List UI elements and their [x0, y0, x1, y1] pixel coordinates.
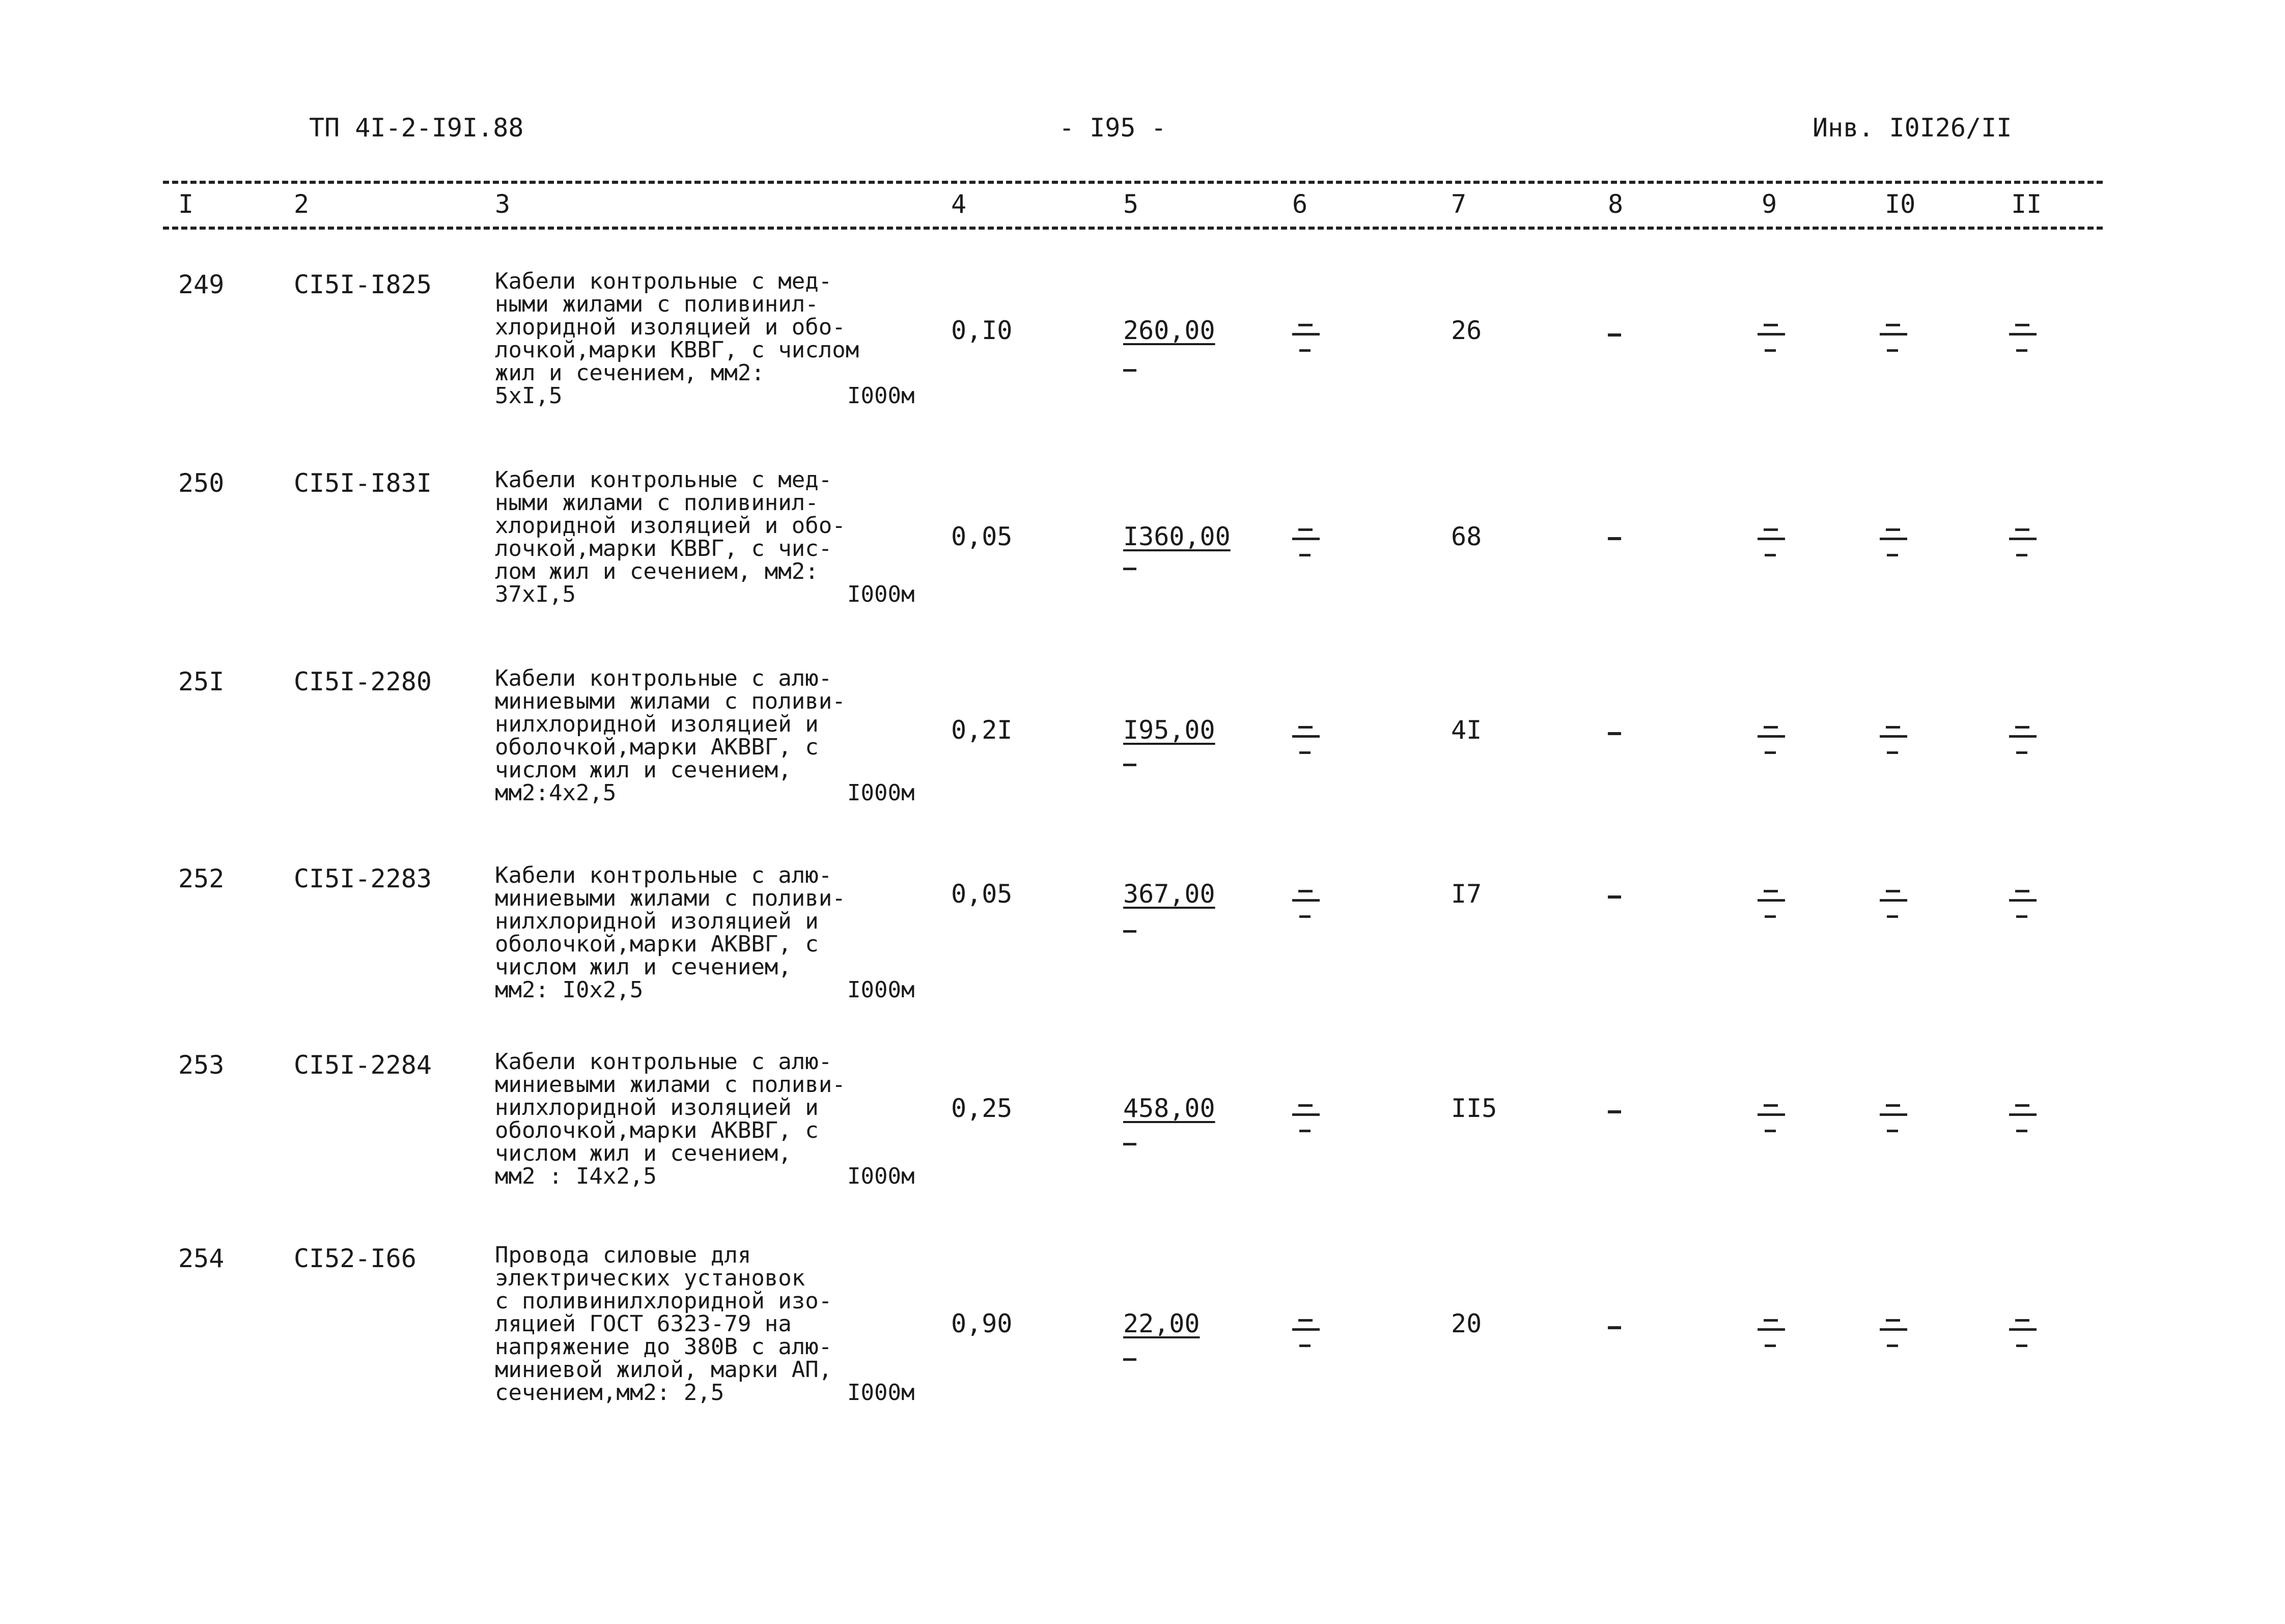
dash-mark	[1608, 1110, 1621, 1113]
col-header-1: I	[178, 189, 194, 219]
ditto-mark	[1291, 723, 1322, 759]
description-line: ляцией ГОСТ 6323-79 на	[495, 1311, 792, 1337]
description-line: напряжение до 380В с алю-	[495, 1334, 832, 1360]
description-line	[495, 384, 933, 407]
table-rule-bottom	[163, 227, 2103, 230]
description-last-text: мм2: I0х2,5	[495, 977, 644, 1003]
quantity: 0,90	[951, 1309, 1013, 1338]
total-value: 20	[1451, 1309, 1482, 1338]
description-line: ными жилами с поливинил-	[495, 490, 819, 516]
ditto-mark	[1291, 1101, 1322, 1137]
description-line: нилхлоридной изоляцией и	[495, 1095, 819, 1121]
description-line: оболочкой,марки АКВВГ, с	[495, 734, 819, 760]
item-code: CI5I-2284	[294, 1050, 432, 1080]
quantity: 0,25	[951, 1094, 1013, 1123]
dash-mark	[1608, 537, 1621, 540]
total-value: II5	[1451, 1094, 1497, 1123]
dash-mark	[1608, 895, 1621, 899]
description-last-text: мм2:4х2,5	[495, 780, 617, 806]
item-description	[495, 1050, 933, 1188]
col-header-10: I0	[1885, 189, 1916, 219]
row-number: 250	[178, 468, 225, 498]
col-header-8: 8	[1608, 189, 1624, 219]
unit-of-measure: I000м	[847, 1163, 915, 1189]
unit-of-measure: I000м	[847, 977, 915, 1003]
description-line	[495, 1165, 933, 1188]
description-line: миниевыми жилами с поливи-	[495, 885, 846, 911]
page-number: - I95 -	[1059, 113, 1166, 143]
quantity: 0,05	[951, 879, 1013, 909]
row-number: 253	[178, 1050, 225, 1080]
unit-of-measure: I000м	[847, 1380, 915, 1406]
description-line: Кабели контрольные с алю-	[495, 862, 832, 888]
description-line: числом жил и сечением,	[495, 1140, 792, 1166]
item-code: CI5I-2280	[294, 667, 432, 696]
row-number: 254	[178, 1244, 225, 1273]
ditto-mark	[1879, 1101, 1909, 1137]
quantity: 0,05	[951, 522, 1013, 551]
ditto-mark	[1879, 525, 1909, 561]
description-line: Кабели контрольные с алю-	[495, 665, 832, 691]
doc-code: ТП 4I-2-I9I.88	[309, 113, 524, 143]
ditto-mark	[2008, 321, 2039, 356]
description-line: Провода силовые для	[495, 1242, 751, 1268]
description-line: числом жил и сечением,	[495, 757, 792, 783]
description-line: Кабели контрольные с мед-	[495, 467, 832, 493]
item-code: CI5I-I825	[294, 270, 432, 299]
description-line: жил и сечением, мм2:	[495, 360, 765, 386]
description-last-text: сечением,мм2: 2,5	[495, 1380, 724, 1406]
col-header-2: 2	[294, 189, 310, 219]
col-header-3: 3	[495, 189, 511, 219]
ditto-mark	[1291, 525, 1322, 561]
description-line: ными жилами с поливинил-	[495, 291, 819, 317]
item-code: CI52-I66	[294, 1244, 416, 1273]
item-description	[495, 468, 933, 606]
col-header-9: 9	[1762, 189, 1777, 219]
unit-price: 22,00	[1123, 1309, 1200, 1338]
ditto-mark	[2008, 525, 2039, 561]
description-line: электрических установок	[495, 1265, 805, 1291]
ditto-mark	[1757, 1101, 1787, 1137]
col-header-7: 7	[1451, 189, 1467, 219]
dash-mark	[1123, 1358, 1136, 1361]
ditto-mark	[1291, 321, 1322, 356]
ditto-mark	[1757, 887, 1787, 922]
total-value: 4I	[1451, 715, 1482, 745]
total-value: 68	[1451, 522, 1482, 551]
row-number: 25I	[178, 667, 225, 696]
ditto-mark	[1757, 1316, 1787, 1352]
ditto-mark	[1757, 723, 1787, 759]
description-line: Кабели контрольные с алю-	[495, 1049, 832, 1075]
row-number: 252	[178, 864, 225, 893]
unit-price: I360,00	[1123, 522, 1231, 551]
dash-mark	[1123, 568, 1136, 570]
unit-price: 367,00	[1123, 879, 1215, 909]
dash-mark	[1608, 732, 1621, 735]
item-description	[495, 1244, 933, 1404]
description-line	[495, 1381, 933, 1404]
description-last-text: 37хI,5	[495, 581, 576, 607]
description-line: числом жил и сечением,	[495, 954, 792, 980]
item-description	[495, 864, 933, 1001]
description-last-text: 5хI,5	[495, 383, 563, 409]
unit-price: 458,00	[1123, 1094, 1215, 1123]
item-code: CI5I-I83I	[294, 468, 432, 498]
description-line: с поливинилхлоридной изо-	[495, 1288, 832, 1314]
description-last-text: мм2 : I4х2,5	[495, 1163, 657, 1189]
unit-of-measure: I000м	[847, 383, 915, 409]
total-value: I7	[1451, 879, 1482, 909]
dash-mark	[1123, 1143, 1136, 1145]
item-code: CI5I-2283	[294, 864, 432, 893]
description-line	[495, 781, 933, 804]
row-number: 249	[178, 270, 225, 299]
description-line: оболочкой,марки АКВВГ, с	[495, 1117, 819, 1143]
ditto-mark	[1879, 1316, 1909, 1352]
dash-mark	[1123, 369, 1136, 372]
description-line: миниевыми жилами с поливи-	[495, 688, 846, 714]
description-line: нилхлоридной изоляцией и	[495, 908, 819, 934]
unit-of-measure: I000м	[847, 780, 915, 806]
description-line: оболочкой,марки АКВВГ, с	[495, 931, 819, 957]
inventory-number: Инв. I0I26/II	[1813, 113, 2012, 143]
quantity: 0,I0	[951, 316, 1013, 345]
description-line: Кабели контрольные с мед-	[495, 268, 832, 294]
description-line: хлоридной изоляцией и обо-	[495, 513, 846, 539]
description-line: лочкой,марки КВВГ, с чис-	[495, 536, 832, 562]
unit-of-measure: I000м	[847, 581, 915, 607]
dash-mark	[1123, 930, 1136, 933]
ditto-mark	[1291, 1316, 1322, 1352]
ditto-mark	[1879, 321, 1909, 356]
item-description	[495, 270, 933, 407]
table-rule-top	[163, 181, 2103, 184]
description-line	[495, 583, 933, 606]
item-description	[495, 667, 933, 804]
col-header-4: 4	[951, 189, 967, 219]
col-header-11: II	[2011, 189, 2042, 219]
ditto-mark	[1879, 887, 1909, 922]
quantity: 0,2I	[951, 715, 1013, 745]
unit-price: I95,00	[1123, 715, 1215, 745]
ditto-mark	[1879, 723, 1909, 759]
ditto-mark	[2008, 723, 2039, 759]
description-line: лом жил и сечением, мм2:	[495, 558, 819, 584]
total-value: 26	[1451, 316, 1482, 345]
ditto-mark	[1291, 887, 1322, 922]
ditto-mark	[2008, 887, 2039, 922]
description-line: хлоридной изоляцией и обо-	[495, 314, 846, 340]
dash-mark	[1123, 764, 1136, 766]
dash-mark	[1608, 333, 1621, 337]
col-header-5: 5	[1123, 189, 1139, 219]
description-line: миниевой жилой, марки АП,	[495, 1357, 832, 1383]
col-header-6: 6	[1292, 189, 1308, 219]
ditto-mark	[2008, 1316, 2039, 1352]
description-line: лочкой,марки КВВГ, с числом	[495, 337, 859, 363]
unit-price: 260,00	[1123, 316, 1215, 345]
ditto-mark	[1757, 525, 1787, 561]
description-line	[495, 978, 933, 1001]
description-line: миниевыми жилами с поливи-	[495, 1072, 846, 1098]
ditto-mark	[2008, 1101, 2039, 1137]
ditto-mark	[1757, 321, 1787, 356]
description-line: нилхлоридной изоляцией и	[495, 711, 819, 737]
dash-mark	[1608, 1326, 1621, 1329]
